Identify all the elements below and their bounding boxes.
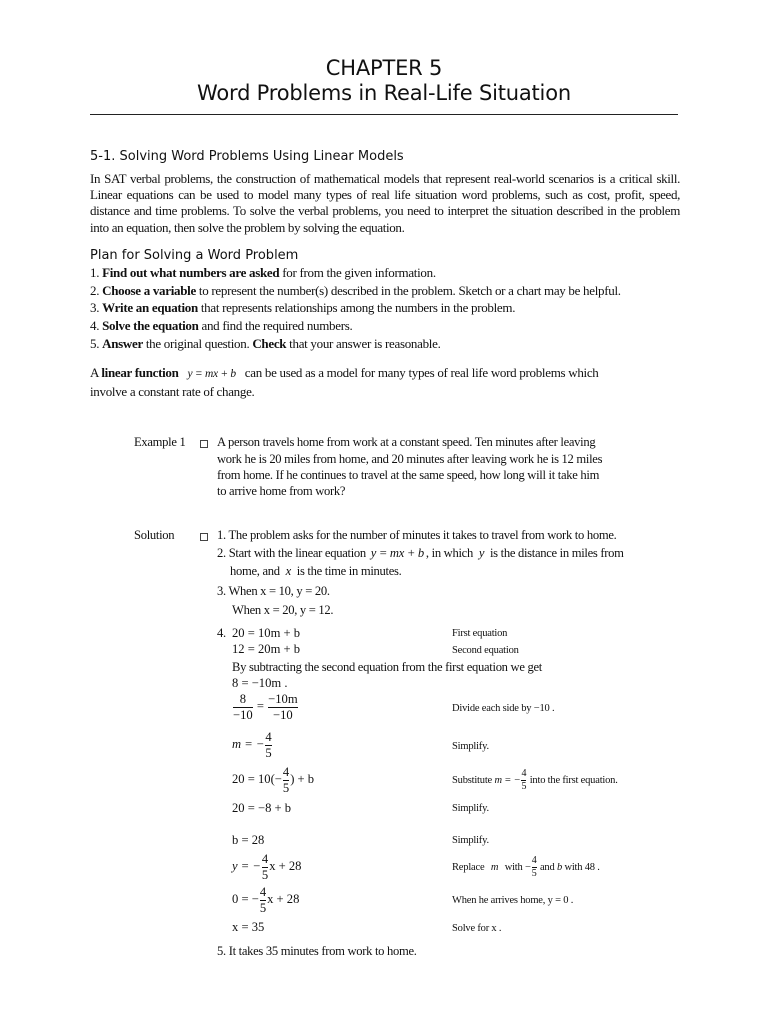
equation-step: 20 = −8 + b xyxy=(232,801,292,815)
section-heading: 5-1. Solving Word Problems Using Linear Models xyxy=(90,149,404,164)
solution-label: Solution xyxy=(134,528,175,542)
equation-y: y = − $\frac{4}{5}$ x + 28 xyxy=(232,852,302,882)
solution-step-1: 1. The problem asks for the number of minutes it takes to travel from work to home. xyxy=(217,528,617,542)
equation-note: First equation xyxy=(452,628,508,639)
plan-step: 3. Write an equation that represents relationships among the numbers in the problem. xyxy=(90,300,516,315)
section-intro: In SAT verbal problems, the construction of mathematical models that represent real-world scenarios is a critical skill. Linear equations can be used to model many types of real life situation word problems, such as cost, profit, speed, distance and time problems. To solve the verbal problems, you need to interpret the situation described in the problem into an equation, then solve the problem by solving the equation. xyxy=(90,171,680,235)
equation-x: x = 35 xyxy=(232,920,265,934)
equation-note: Divide each side by −10 . xyxy=(452,703,555,714)
equation-note: Substitute m = − $\frac{4}{5}$ into the first equation. xyxy=(452,768,618,792)
linear-formula: y = mx + b xyxy=(187,368,236,380)
example-label: Example 1 xyxy=(134,435,186,449)
chapter-title: Word Problems in Real-Life Situation xyxy=(197,81,571,105)
example-line: from home. If he continues to travel at the same speed, how long will it take him xyxy=(217,468,600,482)
equation-b: b = 28 xyxy=(232,833,265,847)
example-line: work he is 20 miles from home, and 20 minutes after leaving work he is 12 miles xyxy=(217,452,603,466)
solution-step-3b: When x = 20, y = 12. xyxy=(232,603,334,617)
equation-note: Simplify. xyxy=(452,741,489,752)
linear-function-text-cont: involve a constant rate of change. xyxy=(90,384,255,399)
equation-m: m = − $\frac{4}{5}$ xyxy=(232,730,272,760)
equation-divide: $\frac{8}{-10}$ = $\frac{-10m}{-10}$ xyxy=(233,692,298,722)
solution-step-2-cont: home, and x is the time in minutes. xyxy=(230,564,402,578)
subtract-text: By subtracting the second equation from the first equation we get xyxy=(232,660,542,674)
equation-note: When he arrives home, y = 0 . xyxy=(452,895,574,906)
plan-step: 4. Solve the equation and find the required numbers. xyxy=(90,318,353,333)
plan-step: 1. Find out what numbers are asked for from the given information. xyxy=(90,265,436,280)
solution-step-5: 5. It takes 35 minutes from work to home. xyxy=(217,944,417,958)
equation-substitute: 20 = 10(− $\frac{4}{5}$ ) + b xyxy=(232,765,315,795)
example-line: A person travels home from work at a constant speed. Ten minutes after leaving xyxy=(217,435,596,449)
equation-second: 12 = 20m + b xyxy=(232,642,301,656)
equation-note: Simplify. xyxy=(452,835,489,846)
plan-step: 2. Choose a variable to represent the number(s) described in the problem. Sketch or a chart may be helpful. xyxy=(90,283,621,298)
equation-note: Simplify. xyxy=(452,803,489,814)
checkbox-icon xyxy=(200,440,208,448)
equation-result: 8 = −10m . xyxy=(232,676,288,690)
example-line: to arrive home from work? xyxy=(217,484,346,498)
solution-step-2: 2. Start with the linear equation y = mx + b , in which y is the distance in miles from xyxy=(217,546,624,560)
solution-step-3: 3. When x = 10, y = 20. xyxy=(217,584,330,598)
chapter-number: CHAPTER 5 xyxy=(325,56,443,80)
equation-note: Second equation xyxy=(452,645,519,656)
plan-step: 5. Answer the original question. Check that your answer is reasonable. xyxy=(90,336,441,351)
equation-note: Replace m with − $\frac{4}{5}$ and b with 48 . xyxy=(452,855,600,879)
equation-note: Solve for x . xyxy=(452,923,502,934)
linear-function-text: A linear function y = mx + b can be used as a model for many types of real life word problems which xyxy=(90,365,599,380)
equation-first: 20 = 10m + b xyxy=(232,626,301,640)
plan-heading: Plan for Solving a Word Problem xyxy=(90,248,299,263)
solution-step-4-num: 4. xyxy=(217,626,226,640)
checkbox-icon xyxy=(200,533,208,541)
equation-zero: 0 = − $\frac{4}{5}$ x + 28 xyxy=(232,885,300,915)
title-divider xyxy=(90,114,678,115)
